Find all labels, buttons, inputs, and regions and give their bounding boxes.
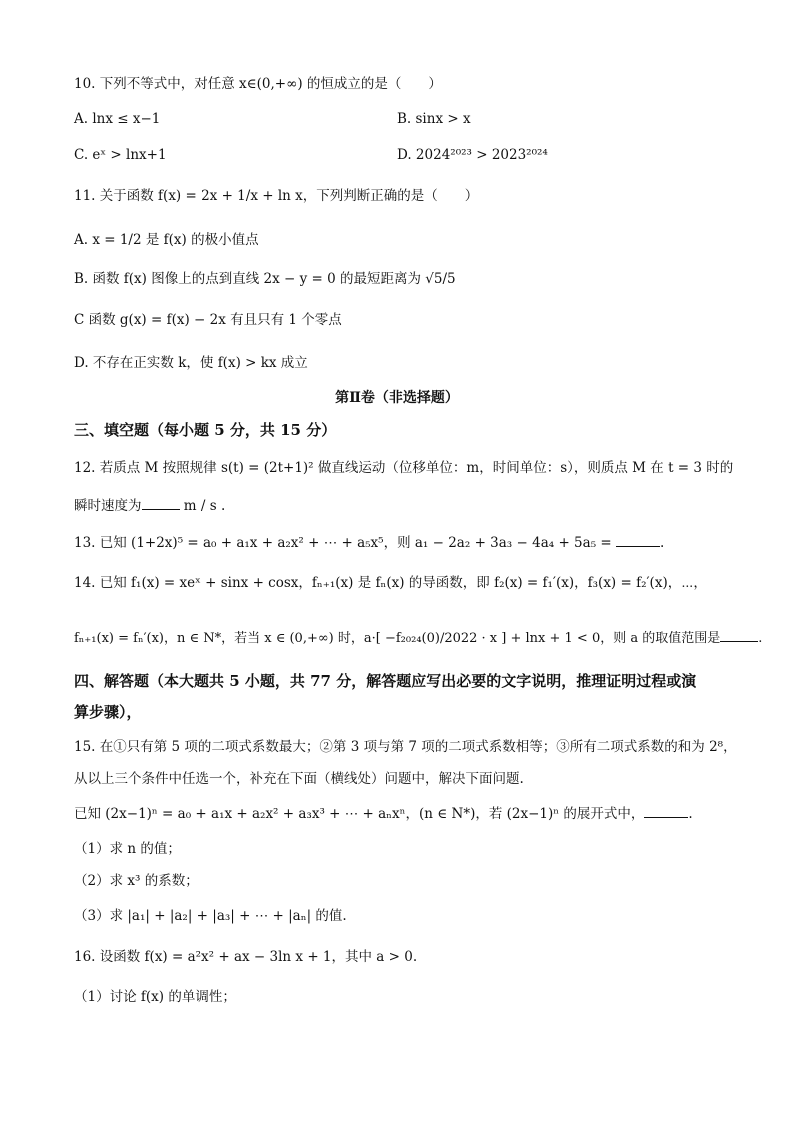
q12-line1: 12. 若质点 M 按照规律 s(t) = (2t+1)² 做直线运动（位移单位：m，时间单位：s），则质点 M 在 t = 3 时的 bbox=[74, 460, 734, 476]
section4-heading-line2: 算步骤）， bbox=[74, 703, 142, 721]
q11-option-a: A. x = 1/2 是 f(x) 的极小值点 bbox=[74, 232, 259, 248]
q15-text: 已知 (2x−1)ⁿ = a₀ + a₁x + a₂x² + a₃x³ + ⋯ + aₙxⁿ，(n ∈ N*)，若 (2x−1)ⁿ 的展开式中， bbox=[74, 806, 645, 822]
q15-line2: 从以上三个条件中任选一个，补充在下面（横线处）问题中，解决下面问题. bbox=[74, 771, 524, 787]
section3-heading: 三、填空题（每小题 5 分，共 15 分） bbox=[74, 421, 337, 439]
section4-heading-line1: 四、解答题（本大题共 5 小题，共 77 分，解答题应写出必要的文字说明，推理证明过程或演 bbox=[74, 672, 697, 690]
q11-option-d: D. 不存在正实数 k，使 f(x) > kx 成立 bbox=[74, 355, 308, 371]
q16-sub1: （1）讨论 f(x) 的单调性； bbox=[74, 989, 236, 1005]
q10-option-c: C. eˣ > lnx+1 bbox=[74, 147, 167, 163]
q13-end: . bbox=[660, 535, 665, 551]
q15-sub3: （3）求 |a₁| + |a₂| + |a₃| + ⋯ + |aₙ| 的值. bbox=[74, 908, 347, 924]
q13-text: 13. 已知 (1+2x)⁵ = a₀ + a₁x + a₂x² + ⋯ + a₅x⁵，则 a₁ − 2a₂ + 3a₃ − 4a₄ + 5a₅ = bbox=[74, 535, 616, 551]
part2-title: 第Ⅱ卷（非选择题） bbox=[335, 390, 459, 406]
q15-condition-blank[interactable] bbox=[644, 803, 688, 818]
q12-unit: m / s . bbox=[179, 498, 226, 514]
q15-end: . bbox=[688, 806, 693, 822]
q11-option-b: B. 函数 f(x) 图像上的点到直线 2x − y = 0 的最短距离为 √5/5 bbox=[74, 271, 456, 287]
q15-line3 bbox=[74, 803, 693, 824]
q13-line bbox=[74, 532, 664, 553]
q15-line1: 15. 在①只有第 5 项的二项式系数最大；②第 3 项与第 7 项的二项式系数相等；③所有二项式系数的和为 2⁸， bbox=[74, 739, 737, 755]
q14-end: . bbox=[758, 631, 763, 646]
q10-option-b: B. sinx > x bbox=[397, 111, 471, 127]
q14-text: fₙ₊₁(x) = fₙ′(x)，n ∈ N*，若当 x ∈ (0,+∞) 时，a·[ −f₂₀₂₄(0)/2022 · x ] + lnx + 1 < 0，则 a 的取值范围是 bbox=[74, 631, 721, 646]
q13-answer-blank[interactable] bbox=[616, 532, 660, 547]
q12-line2 bbox=[74, 495, 225, 516]
q10-option-d: D. 2024²⁰²³ > 2023²⁰²⁴ bbox=[397, 147, 548, 163]
q15-sub2: （2）求 x³ 的系数； bbox=[74, 873, 199, 889]
q14-line2 bbox=[74, 627, 762, 649]
q12-answer-blank[interactable] bbox=[142, 495, 180, 510]
q16-stem: 16. 设函数 f(x) = a²x² + ax − 3ln x + 1，其中 a > 0. bbox=[74, 949, 418, 965]
q11-stem: 11. 关于函数 f(x) = 2x + 1/x + ln x，下列判断正确的是（ ） bbox=[74, 188, 479, 204]
q12-line2-text: 瞬时速度为 bbox=[74, 498, 142, 514]
q15-sub1: （1）求 n 的值； bbox=[74, 841, 181, 857]
q14-answer-blank[interactable] bbox=[720, 627, 758, 642]
q14-line1: 14. 已知 f₁(x) = xeˣ + sinx + cosx，fₙ₊₁(x) 是 fₙ(x) 的导函数，即 f₂(x) = f₁′(x)，f₃(x) = f₂′(x)，⋯， bbox=[74, 575, 707, 591]
q10-option-a: A. lnx ≤ x−1 bbox=[74, 111, 161, 127]
q10-stem: 10. 下列不等式中，对任意 x∈(0,+∞) 的恒成立的是（ ） bbox=[74, 76, 442, 92]
q11-option-c: C 函数 g(x) = f(x) − 2x 有且只有 1 个零点 bbox=[74, 312, 342, 328]
